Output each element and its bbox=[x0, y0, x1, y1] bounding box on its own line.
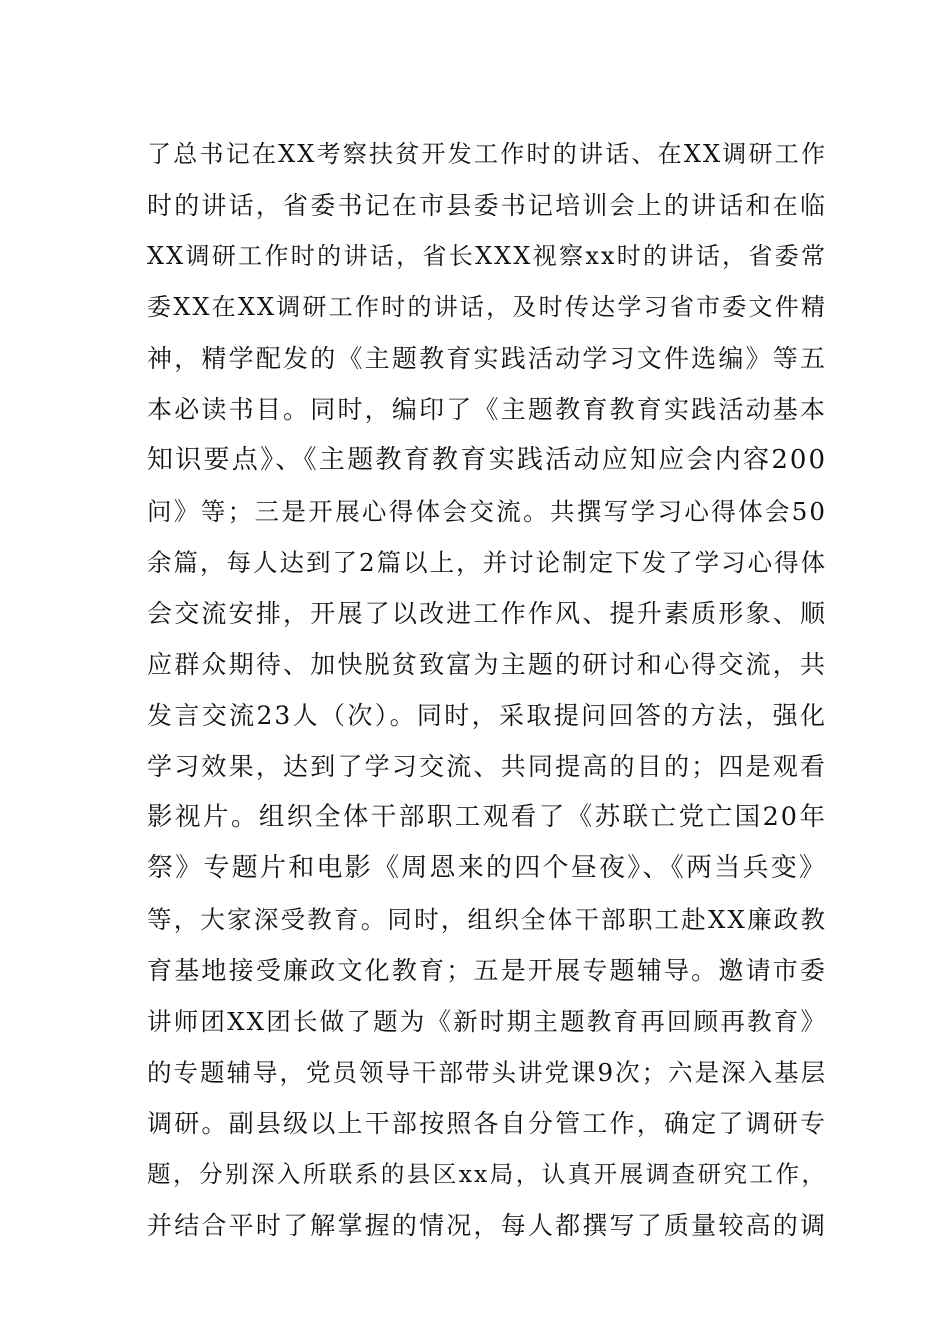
text-line: 发言交流23人（次）。同时，采取提问回答的方法，强化 bbox=[147, 701, 827, 730]
text-line: 知识要点》、《主题教育教育实践活动应知应会内容200 bbox=[147, 445, 827, 475]
text-line: 学习效果，达到了学习交流、共同提高的目的；四是观看 bbox=[147, 752, 827, 781]
text-line: 应群众期待、加快脱贫致富为主题的研讨和心得交流，共 bbox=[147, 650, 827, 679]
body-paragraph bbox=[147, 129, 827, 1251]
text-line: 等，大家深受教育。同时，组织全体干部职工赴XX廉政教 bbox=[147, 905, 827, 934]
text-line: 神，精学配发的《主题教育实践活动学习文件选编》等五 bbox=[147, 344, 827, 373]
text-line: 问》等；三是开展心得体会交流。共撰写学习心得体会50 bbox=[147, 497, 827, 526]
text-line: XX调研工作时的讲话，省长XXX视察xx时的讲话，省委常 bbox=[147, 242, 827, 270]
text-line: 讲师团XX团长做了题为《新时期主题教育再回顾再教育》 bbox=[147, 1007, 827, 1036]
text-line: 影视片。组织全体干部职工观看了《苏联亡党亡国20年 bbox=[147, 802, 827, 832]
text-line: 本必读书目。同时，编印了《主题教育教育实践活动基本 bbox=[147, 395, 827, 424]
text-line: 调研。副县级以上干部按照各自分管工作，确定了调研专 bbox=[147, 1109, 827, 1138]
text-line: 并结合平时了解掌握的情况，每人都撰写了质量较高的调 bbox=[147, 1211, 827, 1240]
text-line: 题，分别深入所联系的县区xx局，认真开展调查研究工作， bbox=[147, 1160, 827, 1188]
text-line: 余篇，每人达到了2篇以上，并讨论制定下发了学习心得体 bbox=[147, 548, 828, 577]
text-line: 的专题辅导，党员领导干部带头讲党课9次；六是深入基层 bbox=[147, 1058, 828, 1087]
text-line: 会交流安排，开展了以改进工作作风、提升素质形象、顺 bbox=[147, 599, 827, 628]
text-line: 祭》专题片和电影《周恩来的四个昼夜》、《两当兵变》 bbox=[147, 853, 827, 883]
text-line: 委XX在XX调研工作时的讲话，及时传达学习省市委文件精 bbox=[147, 293, 827, 321]
text-line: 时的讲话，省委书记在市县委书记培训会上的讲话和在临 bbox=[147, 191, 827, 220]
text-line: 了总书记在XX考察扶贫开发工作时的讲话、在XX调研工作 bbox=[147, 140, 827, 168]
text-line: 育基地接受廉政文化教育；五是开展专题辅导。邀请市委 bbox=[147, 956, 827, 985]
